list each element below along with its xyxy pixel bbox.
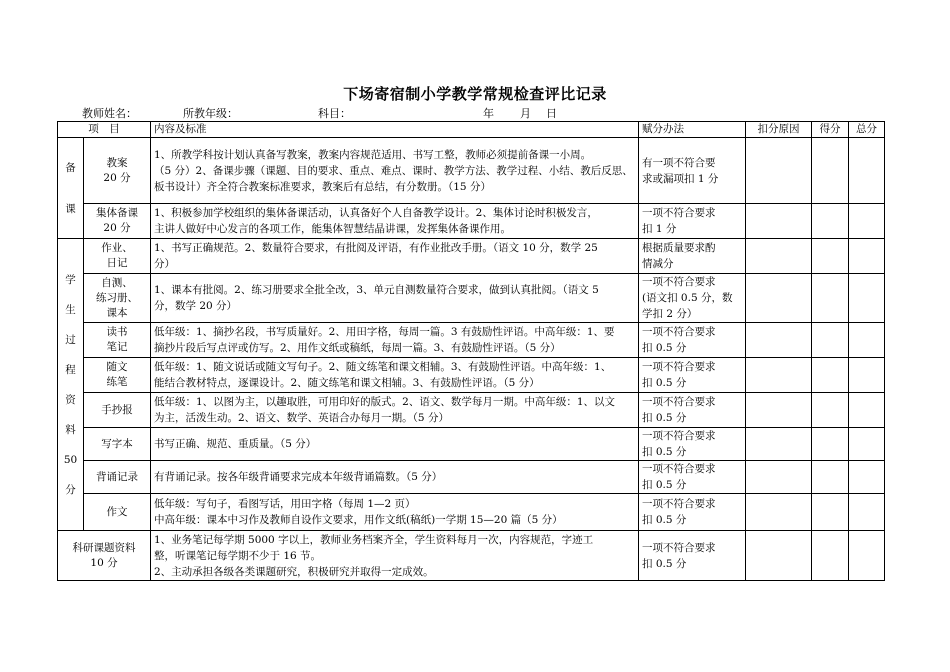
header-item: 项 目 bbox=[58, 122, 151, 138]
table-body bbox=[58, 138, 885, 581]
content-cell-line: 有背诵记录。按各年级背诵要求完成本年级背诵篇数。（5 分） bbox=[154, 471, 443, 483]
research-item-cell-line: 科研课题资料 bbox=[72, 541, 136, 554]
method-cell-line: 扣 0.5 分 bbox=[642, 514, 687, 526]
item-cell bbox=[84, 461, 151, 494]
category-char: 过 bbox=[65, 333, 76, 346]
method-cell bbox=[639, 204, 746, 239]
score-cell[interactable] bbox=[812, 358, 849, 393]
item-cell-line: 教案 bbox=[106, 156, 128, 169]
table-row bbox=[58, 393, 885, 428]
item-cell-line: 随文 bbox=[106, 361, 128, 373]
total-cell[interactable] bbox=[849, 274, 885, 323]
header-method: 赋分办法 bbox=[639, 122, 746, 138]
document-title: 下场寄宿制小学教学常规检查评比记录 bbox=[343, 85, 607, 103]
content-cell-line: （5 分）2、备课步骤（课题、目的要求、重点、难点、课时、教学方法、教学过程、小结、教后反思、 bbox=[154, 164, 633, 177]
content-cell-line: 低年级：1、以图为主，以趣取胜，可用印好的版式。2、语文、数学每月一期。中高年级：1、以文 bbox=[154, 396, 616, 408]
method-cell-line: 一项不符合要求 bbox=[642, 396, 716, 408]
content-cell-line: 1、课本有批阅。2、练习册要求全批全改，3、单元自测数量符合要求，做到认真批阅。（语文 5 bbox=[154, 284, 599, 296]
item-cell bbox=[84, 494, 151, 531]
content-cell-line: 摘抄片段后写点评或仿写。2、用作文纸或稿纸，每周一篇。3、有鼓励性评语。（5 分） bbox=[154, 342, 561, 354]
method-cell bbox=[639, 239, 746, 274]
content-cell-line: 分，数学 20 分） bbox=[154, 300, 238, 312]
score-cell[interactable] bbox=[812, 138, 849, 204]
method-cell bbox=[639, 358, 746, 393]
content-cell-line: 分） bbox=[154, 258, 175, 270]
category-char: 分 bbox=[65, 483, 76, 496]
content-cell-line: 中高年级：课本中习作及教师自设作文要求，用作文纸(稿纸)一学期 15—20 篇（5 分） bbox=[154, 514, 563, 526]
category-char: 学 bbox=[65, 273, 76, 286]
item-cell bbox=[84, 274, 151, 323]
method-cell bbox=[639, 461, 746, 494]
item-cell-line: 20 分 bbox=[103, 222, 131, 234]
method-cell-line: 扣 0.5 分 bbox=[642, 557, 687, 570]
content-cell bbox=[151, 428, 639, 461]
research-item-cell bbox=[58, 531, 151, 581]
method-cell-line: 求或漏项扣 1 分 bbox=[642, 172, 719, 185]
method-cell-line: 根据质量要求酌 bbox=[642, 242, 716, 254]
category-char: 资 bbox=[65, 393, 76, 406]
item-cell-line: 日记 bbox=[106, 257, 128, 269]
category-char: 料 bbox=[65, 423, 76, 436]
header-deduct-reason: 扣分原因 bbox=[746, 122, 812, 138]
table-row bbox=[58, 494, 885, 531]
day-label: 日 bbox=[546, 107, 557, 120]
content-cell-line: 板书设计）齐全符合教案标准要求，教案后有总结，有分数册。（15 分） bbox=[154, 180, 491, 193]
method-cell-line: 扣 0.5 分 bbox=[642, 377, 687, 389]
method-cell-line: 扣 0.5 分 bbox=[642, 412, 687, 424]
item-cell bbox=[84, 428, 151, 461]
method-cell bbox=[639, 138, 746, 204]
content-cell-line: 为主，活泼生动。2、语文、数学、英语合办每月一期。（5 分） bbox=[154, 412, 449, 424]
method-cell bbox=[639, 494, 746, 531]
month-label: 月 bbox=[520, 107, 531, 120]
content-cell-line: 1、所教学科按计划认真备写教案，教案内容规范适用、书写工整，教师必须提前备课一小周。 bbox=[154, 148, 592, 161]
item-cell-line: 课本 bbox=[106, 306, 128, 319]
score-cell[interactable] bbox=[812, 323, 849, 358]
grade-label: 所教年级： bbox=[183, 107, 238, 120]
method-cell-line: 学扣 2 分） bbox=[642, 308, 698, 320]
category-char: 生 bbox=[65, 303, 76, 316]
item-cell-line: 读书 bbox=[106, 326, 128, 338]
table-row-research bbox=[58, 531, 885, 581]
content-cell bbox=[151, 138, 639, 204]
category-char: 备 bbox=[65, 161, 76, 174]
content-cell bbox=[151, 274, 639, 323]
item-cell-line: 练笔 bbox=[106, 376, 128, 388]
method-cell bbox=[639, 393, 746, 428]
table-row bbox=[58, 138, 885, 204]
method-cell-line: 一项不符合要求 bbox=[642, 326, 716, 338]
method-cell-line: 情减分 bbox=[642, 258, 674, 270]
method-cell bbox=[639, 274, 746, 323]
research-item-cell-line: 10 分 bbox=[90, 556, 118, 569]
score-cell[interactable] bbox=[812, 274, 849, 323]
content-cell bbox=[151, 461, 639, 494]
item-cell-line: 手抄报 bbox=[101, 403, 133, 416]
total-cell[interactable] bbox=[849, 204, 885, 239]
item-cell-line: 20 分 bbox=[103, 171, 131, 184]
table-row bbox=[58, 428, 885, 461]
method-cell-line: 扣 0.5 分 bbox=[642, 446, 687, 458]
content-cell-line: 1、积极参加学校组织的集体备课活动，认真备好个人自备教学设计。2、集体讨论时积极发言， bbox=[154, 207, 598, 219]
table-row bbox=[58, 204, 885, 239]
total-cell[interactable] bbox=[849, 461, 885, 494]
deduct-reason-cell[interactable] bbox=[746, 393, 812, 428]
item-cell-line: 作文 bbox=[106, 505, 128, 518]
table-row bbox=[58, 239, 885, 274]
item-cell bbox=[84, 204, 151, 239]
content-cell bbox=[151, 204, 639, 239]
method-cell-line: 扣 0.5 分 bbox=[642, 479, 687, 491]
total-cell[interactable] bbox=[849, 393, 885, 428]
content-cell bbox=[151, 531, 639, 581]
table-row bbox=[58, 358, 885, 393]
content-cell-line: 主讲人做好中心发言的各项工作，能集体智慧结晶讲课，发挥集体备课作用。 bbox=[154, 223, 511, 235]
content-cell bbox=[151, 393, 639, 428]
content-cell bbox=[151, 494, 639, 531]
score-cell[interactable] bbox=[812, 461, 849, 494]
total-cell[interactable] bbox=[849, 428, 885, 461]
category-cell bbox=[58, 138, 84, 239]
deduct-reason-cell[interactable] bbox=[746, 204, 812, 239]
method-cell-line: 一项不符合要求 bbox=[642, 498, 716, 510]
content-cell-line: 1、书写正确规范。2、数量符合要求，有批阅及评语，有作业批改手册。（语文 10 分，数学 25 bbox=[154, 242, 598, 254]
header-total: 总分 bbox=[849, 122, 885, 138]
item-cell bbox=[84, 393, 151, 428]
score-cell[interactable] bbox=[812, 531, 849, 581]
item-cell bbox=[84, 239, 151, 274]
method-cell-line: 扣 1 分 bbox=[642, 223, 677, 235]
score-cell[interactable] bbox=[812, 393, 849, 428]
category-char: 50 bbox=[63, 453, 78, 466]
total-cell[interactable] bbox=[849, 138, 885, 204]
content-cell-line: 书写正确、规范、重质量。（5 分） bbox=[154, 438, 317, 450]
content-cell bbox=[151, 239, 639, 274]
method-cell-line: 一项不符合要求 bbox=[642, 361, 716, 373]
content-cell bbox=[151, 323, 639, 358]
content-cell-line: 1、业务笔记每学期 5000 字以上，教师业务档案齐全，学生资料每月一次，内容规范，字迹工 bbox=[154, 533, 594, 546]
method-cell-line: 一项不符合要求 bbox=[642, 207, 716, 219]
teacher-name-label: 教师姓名： bbox=[82, 107, 137, 120]
item-cell-line: 自测、 bbox=[101, 276, 133, 289]
method-cell-line: (语文扣 0.5 分，数 bbox=[642, 292, 733, 304]
deduct-reason-cell[interactable] bbox=[746, 494, 812, 531]
deduct-reason-cell[interactable] bbox=[746, 428, 812, 461]
total-cell[interactable] bbox=[849, 358, 885, 393]
deduct-reason-cell[interactable] bbox=[746, 323, 812, 358]
header-row bbox=[58, 122, 885, 138]
item-cell-line: 练习册、 bbox=[96, 291, 138, 304]
item-cell bbox=[84, 138, 151, 204]
method-cell-line: 一项不符合要求 bbox=[642, 276, 716, 288]
score-cell[interactable] bbox=[812, 204, 849, 239]
item-cell-line: 笔记 bbox=[106, 341, 128, 353]
header-score: 得分 bbox=[812, 122, 849, 138]
item-cell-line: 作业、 bbox=[101, 242, 133, 254]
category-label bbox=[61, 160, 80, 217]
content-cell-line: 低年级：1、随文说话或随文写句子。2、随文练笔和课文相辅。3、有鼓励性评语。中高年级：1、 bbox=[154, 361, 612, 373]
method-cell-line: 一项不符合要求 bbox=[642, 430, 716, 442]
content-cell-line: 低年级：1、摘抄名段，书写质量好。2、用田字格，每周一篇。3 有鼓励性评语。中高年级：1、要 bbox=[154, 326, 615, 338]
category-char: 程 bbox=[65, 363, 76, 376]
item-cell-line: 写字本 bbox=[101, 437, 133, 450]
category-char: 课 bbox=[65, 202, 76, 215]
item-cell-line: 集体备课 bbox=[96, 207, 138, 219]
method-cell bbox=[639, 531, 746, 581]
deduct-reason-cell[interactable] bbox=[746, 531, 812, 581]
method-cell bbox=[639, 428, 746, 461]
item-cell-line: 背诵记录 bbox=[96, 470, 138, 483]
method-cell-line: 扣 0.5 分 bbox=[642, 342, 687, 354]
method-cell-line: 有一项不符合要 bbox=[642, 156, 716, 169]
year-label: 年 bbox=[483, 107, 494, 120]
score-cell[interactable] bbox=[812, 428, 849, 461]
header-content: 内容及标准 bbox=[151, 122, 639, 138]
total-cell[interactable] bbox=[849, 239, 885, 274]
content-cell-line: 低年级：写句子，看图写话，用田字格（每周 1—2 页） bbox=[154, 498, 416, 510]
content-cell-line: 2、主动承担各级各类课题研究，积极研究并取得一定成效。 bbox=[154, 565, 434, 578]
method-cell-line: 一项不符合要求 bbox=[642, 463, 716, 475]
deduct-reason-cell[interactable] bbox=[746, 239, 812, 274]
score-cell[interactable] bbox=[812, 494, 849, 531]
method-cell-line: 一项不符合要求 bbox=[642, 541, 716, 554]
method-cell bbox=[639, 323, 746, 358]
table-row bbox=[58, 461, 885, 494]
item-cell bbox=[84, 358, 151, 393]
deduct-reason-cell[interactable] bbox=[746, 274, 812, 323]
content-cell-line: 整，听课笔记每学期不少于 16 节。 bbox=[154, 549, 322, 562]
content-cell-line: 能结合教材特点，逐课设计。2、随文练笔和课文相辅。3、有鼓励性评语。（5 分） bbox=[154, 377, 540, 389]
deduct-reason-cell[interactable] bbox=[746, 358, 812, 393]
category-cell bbox=[58, 239, 84, 531]
total-cell[interactable] bbox=[849, 531, 885, 581]
table-row bbox=[58, 274, 885, 323]
subject-label: 科目： bbox=[318, 107, 351, 120]
total-cell[interactable] bbox=[849, 494, 885, 531]
content-cell bbox=[151, 358, 639, 393]
total-cell[interactable] bbox=[849, 323, 885, 358]
category-label bbox=[61, 272, 80, 498]
inspection-table bbox=[57, 121, 885, 581]
deduct-reason-cell[interactable] bbox=[746, 138, 812, 204]
table-row bbox=[58, 323, 885, 358]
item-cell bbox=[84, 323, 151, 358]
score-cell[interactable] bbox=[812, 239, 849, 274]
deduct-reason-cell[interactable] bbox=[746, 461, 812, 494]
